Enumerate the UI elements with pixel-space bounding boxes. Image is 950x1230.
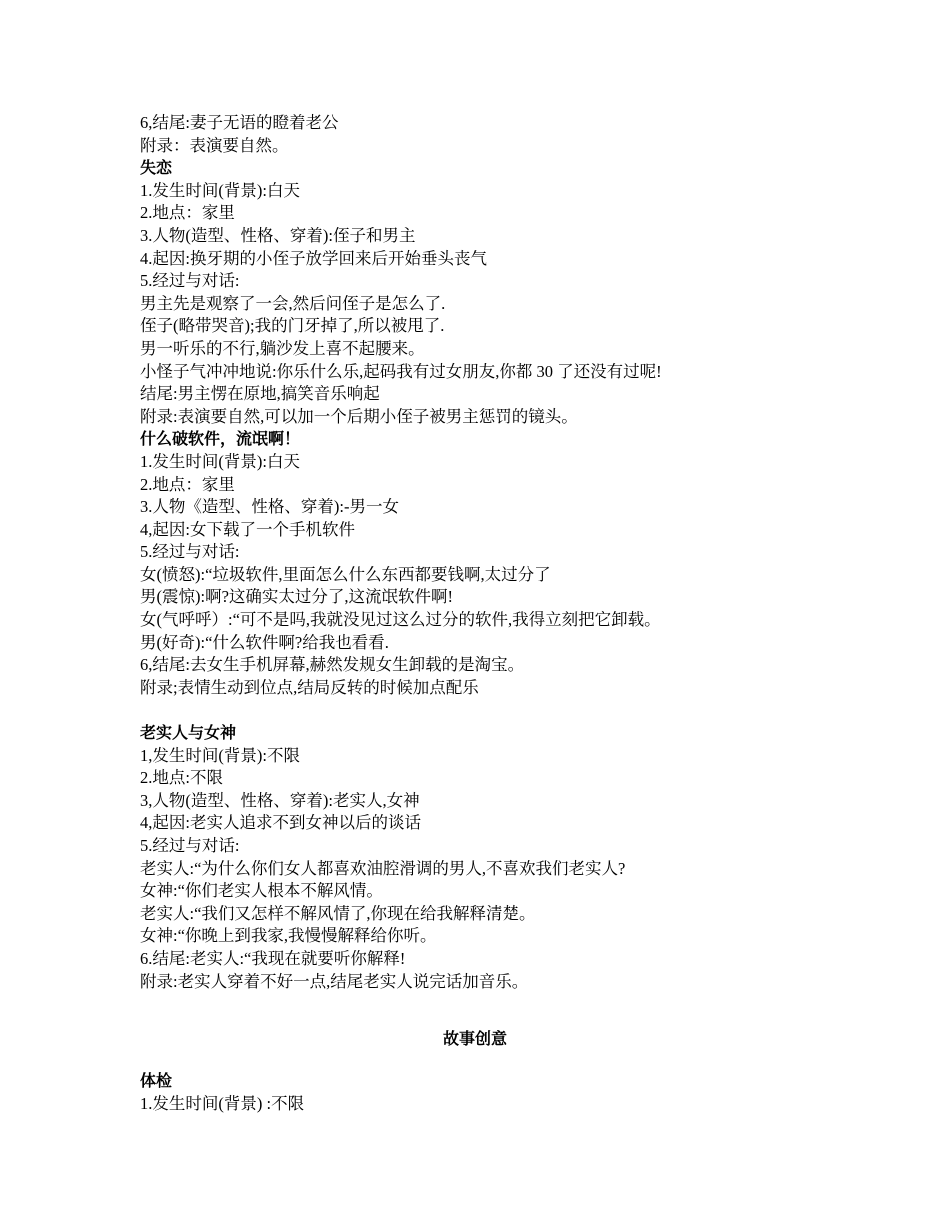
text-line: 6.结尾:老实人:“我现在就要听你解释!: [140, 948, 406, 968]
text-line: 女神:“你们老实人根本不解风情。: [140, 881, 383, 901]
text-line: 附录;表情生动到位点,结局反转的时候加点配乐: [140, 677, 479, 697]
text-line: 1.发生时间(背景):白天: [140, 180, 300, 200]
story-title-ruanjian: 什么破软件，流氓啊！: [140, 429, 301, 449]
text-line: 附录:表演要自然,可以加一个后期小侄子被男主惩罚的镜头。: [140, 406, 578, 426]
story-title-tijian: 体检: [140, 1071, 173, 1090]
text-line: 侄子(略带哭音);我的门牙掉了,所以被甩了.: [140, 316, 445, 336]
text-line: 6,结尾:妻子无语的瞪着老公: [140, 113, 339, 132]
section-title: 故事创意: [442, 1029, 507, 1048]
text-line: 女神:“你晚上到我家,我慢慢解释给你听。: [140, 926, 437, 946]
text-line: 男(好奇):“什么软件啊?给我也看看.: [140, 632, 389, 652]
text-line: 4,起因:老实人追求不到女神以后的谈话: [140, 813, 421, 833]
document-body-continued: [140, 1070, 820, 1115]
text-line: 附录：表演要自然。: [140, 135, 289, 155]
paragraph-spacer: [140, 699, 820, 722]
story-title-laoshiren: 老实人与女神: [140, 723, 237, 743]
text-line: 4.起因:换牙期的小侄子放学回来后开始垂头丧气: [140, 248, 487, 268]
text-line: 2.地点：家里: [140, 203, 235, 223]
text-line: 4,起因:女下载了一个手机软件: [140, 519, 355, 539]
text-line: 2.地点:不限: [140, 768, 223, 788]
text-line: 2.地点：家里: [140, 474, 235, 494]
text-line: 1,发生时间(背景):不限: [140, 745, 300, 765]
text-line: 3,人物(造型、性格、穿着):老实人,女神: [140, 790, 420, 810]
text-line: 男主先是观察了一会,然后问侄子是怎么了.: [140, 293, 446, 313]
text-line: 6,结尾:去女生手机屏幕,赫然发规女生卸载的是淘宝。: [140, 655, 525, 675]
text-line: 3.人物《造型、性格、穿着):-男一女: [140, 497, 399, 517]
text-line: 女(气呼呼）:“可不是吗,我就没见过这么过分的软件,我得立刻把它卸载。: [140, 610, 661, 630]
text-line: 男一听乐的不行,躺沙发上喜不起腰来。: [140, 338, 425, 358]
text-line: 3.人物(造型、性格、穿着):侄子和男主: [140, 225, 416, 245]
document-body: [140, 112, 820, 993]
text-line: 5.经过与对话:: [140, 542, 240, 562]
text-line: 老实人:“我们又怎样不解风情了,你现在给我解释清楚。: [140, 903, 536, 923]
text-line: 1.发生时间(背景) :不限: [140, 1093, 305, 1113]
text-line: 1.发生时间(背景):白天: [140, 451, 300, 471]
text-line: 附录:老实人穿着不好一点,结尾老实人说完话加音乐。: [140, 971, 529, 991]
text-line: 结尾:男主愣在原地,搞笑音乐响起: [140, 384, 380, 404]
text-line: 女(愤怒):“垃圾软件,里面怎么什么东西都要钱啊,太过分了: [140, 564, 551, 584]
text-line: 老实人:“为什么你们女人都喜欢油腔滑调的男人,不喜欢我们老实人?: [140, 858, 626, 878]
text-line: 小怪子气冲冲地说:你乐什么乐,起码我有过女朋友,你都 30 了还没有过呢!: [140, 361, 662, 381]
text-line: 5.经过与对话:: [140, 836, 240, 855]
text-line: 5.经过与对话:: [140, 271, 240, 291]
text-line: 男(震惊):啊?这确实太过分了,这流氓软件啊!: [140, 587, 454, 607]
story-title-shilian: 失恋: [140, 158, 173, 178]
